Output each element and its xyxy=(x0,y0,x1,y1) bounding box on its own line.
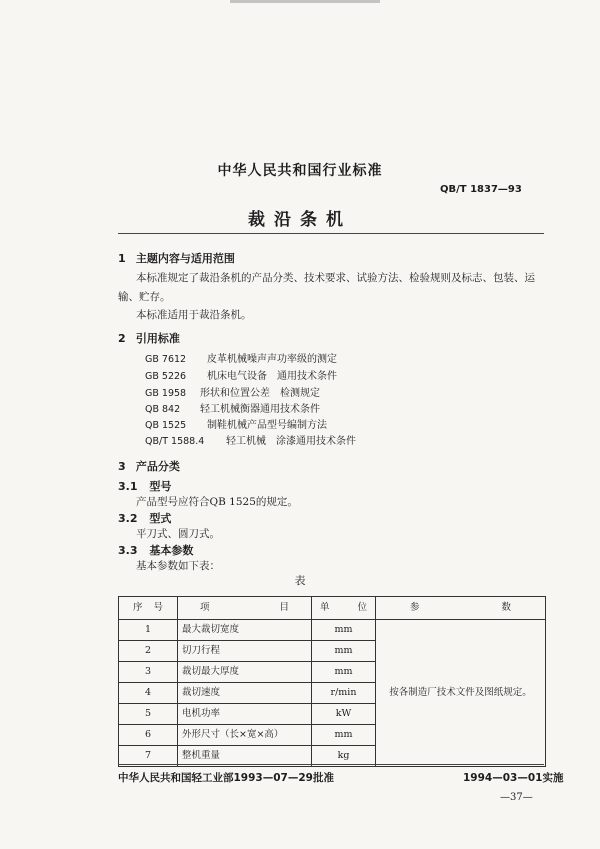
row-unit: mm xyxy=(312,725,376,746)
row-unit: mm xyxy=(312,620,376,641)
reference-item xyxy=(145,384,320,399)
reference-item xyxy=(145,367,337,382)
subsection-3-1-number: 3.1 xyxy=(118,480,138,493)
row-item: 外形尺寸（长×宽×高） xyxy=(178,725,312,746)
footer-divider xyxy=(118,764,544,765)
row-number: 1 xyxy=(119,620,178,641)
basic-parameters-table xyxy=(118,596,546,767)
row-unit: mm xyxy=(312,662,376,683)
row-unit: mm xyxy=(312,641,376,662)
subsection-3-3-heading xyxy=(118,542,193,558)
reference-code: QB 1525 xyxy=(145,420,187,431)
section-2-number: 2 xyxy=(118,332,126,345)
row-item: 整机重量 xyxy=(178,746,312,767)
document-title: 裁沿条机 xyxy=(248,210,352,230)
row-item: 切刀行程 xyxy=(178,641,312,662)
effective-date: 1994—03—01实施 xyxy=(463,772,564,784)
reference-code: QB 842 xyxy=(145,404,181,415)
reference-item xyxy=(145,400,320,415)
section-3-title: 产品分类 xyxy=(135,460,180,473)
subsection-3-3-number: 3.3 xyxy=(118,544,138,557)
table-caption: 表 xyxy=(294,574,306,587)
header-item-char-2: 目 xyxy=(279,602,289,613)
section-1-para-1b: 输、贮存。 xyxy=(118,291,171,303)
header-item-char-1: 项 xyxy=(200,602,210,613)
row-number: 5 xyxy=(119,704,178,725)
parameter-note: 按各制造厂技术文件及图纸规定。 xyxy=(376,620,546,767)
row-item: 裁切最大厚度 xyxy=(178,662,312,683)
reference-code: GB 5226 xyxy=(145,371,187,382)
subsection-3-2-title: 型式 xyxy=(149,512,172,525)
reference-title: 制鞋机械产品型号编制方法 xyxy=(207,420,327,431)
table-row xyxy=(119,620,546,641)
row-number: 7 xyxy=(119,746,178,767)
standard-code: QB/T 1837—93 xyxy=(440,184,522,195)
table-header-row xyxy=(119,597,546,620)
approval-line: 中华人民共和国轻工业部1993—07—29批准 xyxy=(118,772,334,784)
header-unit-char-1: 单 xyxy=(320,602,330,613)
reference-code: QB/T 1588.4 xyxy=(145,436,205,447)
subsection-3-2-text: 平刀式、圆刀式。 xyxy=(136,528,220,540)
row-item: 裁切速度 xyxy=(178,683,312,704)
header-no-char-1: 序 xyxy=(133,602,143,613)
subsection-3-3-text: 基本参数如下表： xyxy=(136,560,220,572)
subsection-3-1-heading xyxy=(118,478,171,494)
reference-title: 皮革机械噪声声功率级的测定 xyxy=(207,354,337,365)
section-3-number: 3 xyxy=(118,460,126,473)
row-unit: kg xyxy=(312,746,376,767)
header-item xyxy=(178,597,312,620)
section-3-heading xyxy=(118,458,180,474)
subsection-3-1-text: 产品型号应符合QB 1525的规定。 xyxy=(136,496,298,508)
reference-item xyxy=(145,432,356,447)
reference-title: 机床电气设备 通用技术条件 xyxy=(207,371,337,382)
section-1-number: 1 xyxy=(118,252,126,265)
header-param-char-1: 参 xyxy=(410,602,420,613)
header-param-char-2: 数 xyxy=(501,602,511,613)
section-1-para-1a: 本标准规定了裁沿条机的产品分类、技术要求、试验方法、检验规则及标志、包装、运 xyxy=(136,272,535,284)
subsection-3-2-number: 3.2 xyxy=(118,512,138,525)
page-number: —37— xyxy=(500,792,533,803)
scan-artifact xyxy=(230,0,380,3)
header-unit-char-2: 位 xyxy=(357,602,367,613)
subsection-3-2-heading xyxy=(118,510,171,526)
section-1-heading xyxy=(118,250,235,266)
reference-title: 形状和位置公差 检测规定 xyxy=(200,388,320,399)
section-2-heading xyxy=(118,330,180,346)
organization-heading: 中华人民共和国行业标准 xyxy=(217,163,383,179)
row-number: 2 xyxy=(119,641,178,662)
row-item: 电机功率 xyxy=(178,704,312,725)
reference-item xyxy=(145,350,337,365)
reference-title: 轻工机械 涂漆通用技术条件 xyxy=(226,436,356,447)
section-2-title: 引用标准 xyxy=(135,332,180,345)
row-number: 6 xyxy=(119,725,178,746)
section-1-para-2: 本标准适用于裁沿条机。 xyxy=(136,309,252,321)
reference-code: GB 1958 xyxy=(145,388,187,399)
row-number: 4 xyxy=(119,683,178,704)
row-item: 最大裁切宽度 xyxy=(178,620,312,641)
reference-item xyxy=(145,416,327,431)
reference-title: 轻工机械衡器通用技术条件 xyxy=(200,404,320,415)
section-1-title: 主题内容与适用范围 xyxy=(135,252,235,265)
header-no xyxy=(119,597,178,620)
header-param xyxy=(376,597,546,620)
header-unit xyxy=(312,597,376,620)
header-divider xyxy=(118,233,544,234)
row-unit: r/min xyxy=(312,683,376,704)
subsection-3-3-title: 基本参数 xyxy=(149,544,194,557)
subsection-3-1-title: 型号 xyxy=(149,480,172,493)
header-no-char-2: 号 xyxy=(153,602,163,613)
row-number: 3 xyxy=(119,662,178,683)
row-unit: kW xyxy=(312,704,376,725)
reference-code: GB 7612 xyxy=(145,354,187,365)
